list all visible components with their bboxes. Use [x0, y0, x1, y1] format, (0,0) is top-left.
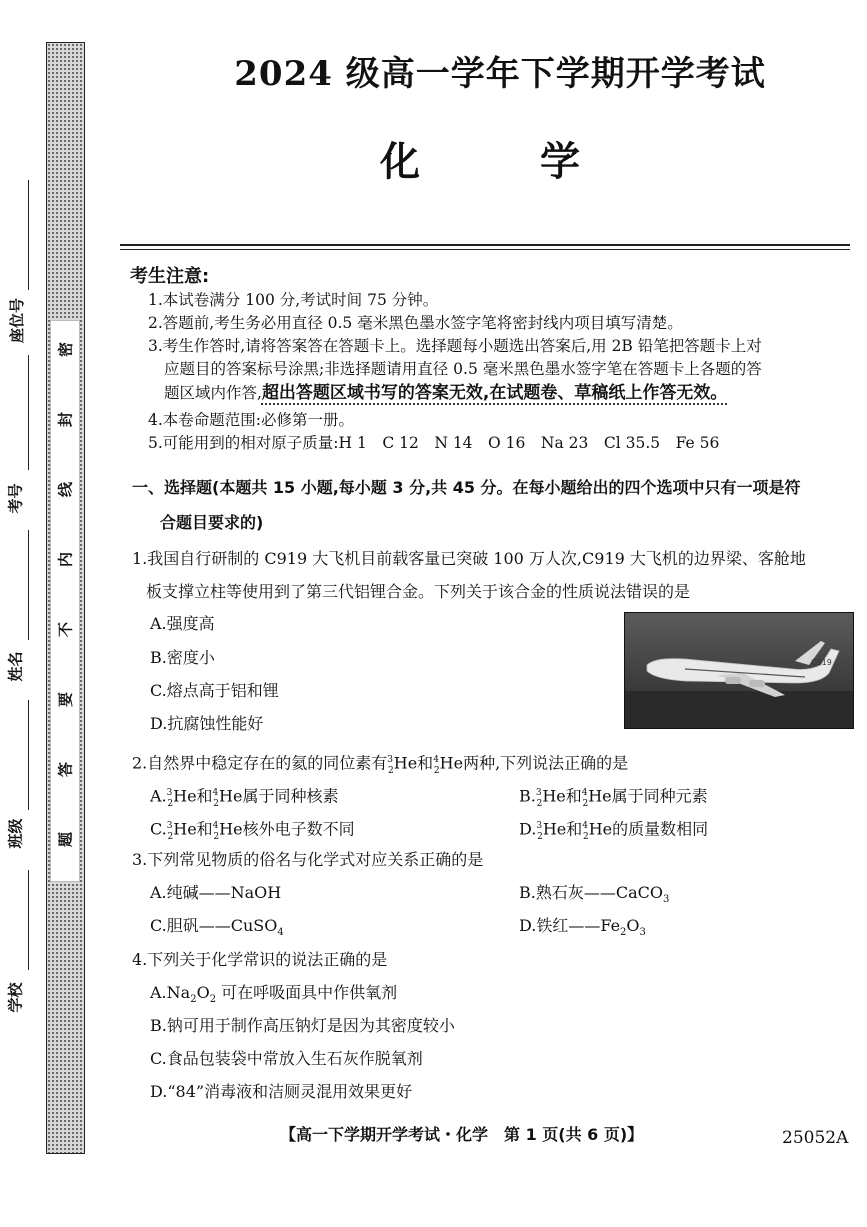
q3-option-d[interactable]: [519, 916, 646, 943]
option-text: O: [196, 983, 210, 1002]
option-text: 属于同种核素: [242, 786, 339, 806]
notice-item: 4.本卷命题范围:必修第一册。: [148, 411, 355, 429]
q2-option-a[interactable]: [150, 783, 338, 814]
question-1-stem-cont: 板支撑立柱等使用到了第三代铝锂合金。下列关于该合金的性质说法错误的是: [146, 582, 691, 601]
subscript: 4: [277, 927, 284, 939]
header-rule: [120, 244, 850, 246]
isotope-z: 2: [213, 798, 220, 809]
school-line[interactable]: [28, 870, 29, 970]
airplane-icon: [625, 613, 853, 728]
isotope-z: 2: [536, 798, 543, 809]
section-heading-cont: 合题目要求的): [160, 513, 264, 532]
option-text: 可在呼吸面具中作供氧剂: [216, 983, 398, 1002]
isotope-mass: 3: [387, 755, 394, 765]
isotope-symbol: He: [588, 819, 613, 839]
seat-number-label: 座位号: [8, 297, 27, 344]
question-1-stem: 1.我国自行研制的 C919 大飞机目前载客量已突破 100 万人次,C919 大飞机的边界梁、客舱地: [132, 549, 806, 568]
q1-option-c[interactable]: C.熔点高于铝和锂: [150, 681, 279, 700]
option-letter: C.: [150, 819, 167, 839]
option-text: A.Na: [150, 983, 191, 1002]
q3-option-b[interactable]: [519, 883, 669, 910]
q4-option-c[interactable]: C.食品包装袋中常放入生石灰作脱氧剂: [150, 1049, 423, 1068]
q1-option-a[interactable]: A.强度高: [150, 614, 215, 633]
subject-title: 化 学: [380, 138, 620, 185]
isotope-z: 2: [582, 831, 589, 842]
subscript: 2: [190, 994, 197, 1006]
option-letter: B.: [519, 786, 536, 806]
q2-stem-text: 两种,下列说法正确的是: [463, 753, 629, 773]
isotope-mass: 4: [582, 821, 588, 831]
isotope-symbol: He: [219, 819, 243, 839]
subscript: 2: [620, 927, 627, 939]
seal-char: 不: [56, 622, 75, 638]
isotope-z: 2: [433, 765, 440, 776]
exam-title: 2024 级高一学年下学期开学考试: [234, 54, 766, 94]
q1-option-d[interactable]: D.抗腐蚀性能好: [150, 714, 264, 733]
and-text: 和: [565, 786, 582, 806]
option-text: 的质量数相同: [612, 819, 709, 839]
option-text: B.熟石灰——CaCO: [519, 883, 663, 902]
isotope-mass: 4: [581, 788, 588, 798]
isotope-mass: 4: [212, 821, 219, 831]
header-rule-thin: [120, 249, 850, 250]
isotope-mass: 4: [212, 788, 219, 798]
notice-item: 5.可能用到的相对原子质量:H 1 C 12 N 14 O 16 Na 23 Cl 35.5 Fe 56: [148, 434, 720, 452]
seal-char: 内: [56, 552, 75, 568]
isotope-mass: 3: [166, 788, 173, 798]
seal-char: 线: [56, 482, 75, 498]
q3-option-a[interactable]: A.纯碱——NaOH: [150, 883, 282, 902]
isotope-symbol: He: [439, 753, 464, 773]
isotope-symbol: He: [393, 753, 418, 773]
q2-option-c[interactable]: [150, 816, 355, 847]
section-heading: 一、选择题(本题共 15 小题,每小题 3 分,共 45 分。在每小题给出的四个选项中只有一项是符: [132, 478, 801, 497]
q2-option-b[interactable]: [519, 783, 708, 814]
q2-option-d[interactable]: [519, 816, 708, 847]
subscript: 2: [209, 994, 217, 1006]
school-label: 学校: [6, 982, 25, 1013]
q4-option-a[interactable]: [150, 983, 397, 1010]
isotope-mass: 3: [536, 821, 543, 831]
c919-airplane-photo: [624, 612, 854, 729]
exam-number-line[interactable]: [28, 355, 29, 470]
subscript: 3: [663, 894, 670, 906]
paper-code: 25052A: [782, 1128, 849, 1148]
seal-char: 密: [56, 342, 75, 358]
class-label: 班级: [6, 818, 25, 849]
notice-item: 1.本试卷满分 100 分,考试时间 75 分钟。: [148, 291, 439, 309]
notice-heading: 考生注意:: [130, 266, 210, 287]
seal-char: 题: [56, 832, 75, 848]
isotope-symbol: He: [542, 819, 567, 839]
question-2-stem: [132, 750, 628, 781]
name-label: 姓名: [6, 651, 25, 682]
seal-char: 封: [56, 412, 75, 428]
notice-item: 应题目的答案标号涂黑;非选择题请用直径 0.5 毫米黑色墨水签字笔在答题卡上各题的答: [164, 360, 762, 378]
isotope-mass: 4: [433, 755, 439, 765]
plane-tail-text: C919: [811, 658, 832, 667]
isotope-z: 2: [167, 798, 174, 809]
and-text: 和: [196, 786, 213, 806]
notice-emphasis: 超出答题区域书写的答案无效,在试题卷、草稿纸上作答无效。: [261, 383, 728, 403]
question-3-stem: 3.下列常见物质的俗名与化学式对应关系正确的是: [132, 850, 484, 869]
isotope-z: 2: [213, 831, 220, 842]
q2-stem-text: 2.自然界中稳定存在的氦的同位素有: [132, 753, 388, 773]
option-text: O: [626, 916, 640, 935]
option-text: D.铁红——Fe: [519, 916, 621, 935]
notice-item-text: 题区域内作答,: [164, 384, 262, 402]
q1-option-b[interactable]: B.密度小: [150, 648, 215, 667]
isotope-z: 2: [388, 765, 394, 776]
isotope-z: 2: [167, 831, 174, 842]
exam-number-label: 考号: [6, 483, 25, 514]
isotope-mass: 3: [535, 788, 542, 798]
class-line[interactable]: [28, 700, 29, 810]
isotope-mass: 3: [166, 821, 173, 831]
seat-number-line[interactable]: [28, 180, 29, 290]
option-text: 核外电子数不同: [242, 819, 355, 839]
option-text: C.胆矾——CuSO: [150, 916, 278, 935]
and-text: 和: [566, 819, 583, 839]
isotope-z: 2: [537, 831, 543, 842]
isotope-symbol: He: [173, 819, 197, 839]
isotope-symbol: He: [173, 786, 197, 806]
isotope-symbol: He: [219, 786, 243, 806]
name-line[interactable]: [28, 530, 29, 640]
subscript: 3: [639, 927, 646, 939]
isotope-symbol: He: [542, 786, 566, 806]
q4-option-b[interactable]: B.钠可用于制作高压钠灯是因为其密度较小: [150, 1016, 455, 1035]
isotope-symbol: He: [588, 786, 612, 806]
q3-option-c[interactable]: [150, 916, 284, 943]
notice-item: [164, 383, 727, 403]
and-text: 和: [196, 819, 213, 839]
seal-char: 要: [56, 692, 75, 708]
option-letter: D.: [519, 819, 537, 839]
seal-char: 答: [56, 762, 75, 778]
option-letter: A.: [150, 786, 167, 806]
question-4-stem: 4.下列关于化学常识的说法正确的是: [132, 950, 388, 969]
notice-item: 3.考生作答时,请将答案答在答题卡上。选择题每小题选出答案后,用 2B 铅笔把答题卡上对: [148, 337, 762, 355]
seal-line-box: [50, 320, 80, 882]
isotope-z: 2: [582, 798, 589, 809]
q4-option-d[interactable]: D.“84”消毒液和洁厕灵混用效果更好: [150, 1082, 413, 1101]
notice-item: 2.答题前,考生务必用直径 0.5 毫米黑色墨水签字笔将密封线内项目填写清楚。: [148, 314, 683, 332]
option-text: 属于同种元素: [611, 786, 708, 806]
page-footer: 【高一下学期开学考试・化学 第 1 页(共 6 页)】: [280, 1125, 644, 1144]
and-text: 和: [417, 753, 434, 773]
